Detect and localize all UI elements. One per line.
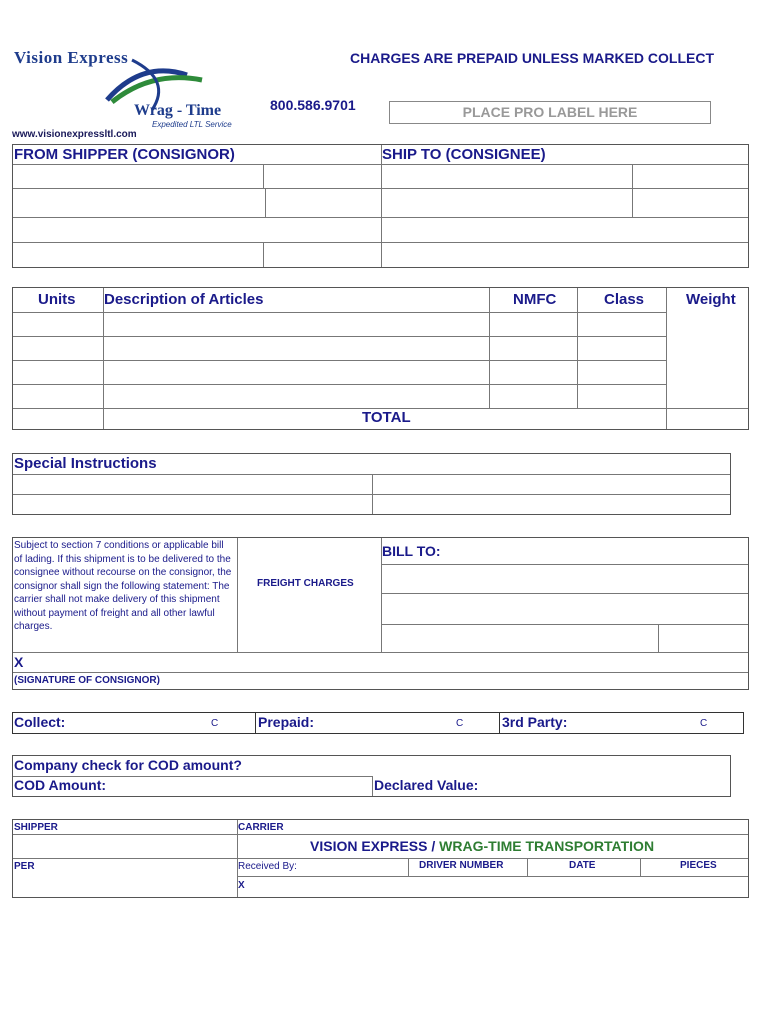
driver-number-label: DRIVER NUMBER [419, 860, 504, 871]
cod-amount-label: COD Amount: [14, 777, 107, 793]
third-party-label: 3rd Party: [502, 714, 568, 730]
logo-top-text: Vision Express [14, 48, 129, 67]
prepaid-checkbox[interactable]: C [456, 718, 464, 729]
signature-x: X [14, 654, 24, 670]
phone-number: 800.586.9701 [270, 97, 356, 113]
website-url: www.visionexpressltl.com [12, 129, 137, 140]
shipper-label: SHIPPER [14, 822, 58, 833]
shipper-per-field[interactable] [13, 872, 235, 896]
col-units: Units [38, 291, 76, 308]
carrier-name [310, 838, 654, 854]
declared-value-label: Declared Value: [374, 777, 479, 793]
collect-checkbox[interactable]: C [211, 718, 219, 729]
col-weight: Weight [686, 291, 736, 308]
shipper-city-field[interactable] [13, 242, 262, 266]
terms-text: Subject to section 7 conditions or applicable bill of lading. If this shipment is to be delivered to the consignee without recourse on the consignor, the consignor shall sign the following statement: The carrier shall not make delivery of this shipment without payment of freight and all other lawful charges. [14, 540, 232, 632]
pro-label-placeholder: PLACE PRO LABEL HERE [462, 104, 638, 120]
logo-mid-text: Wrag - Time [134, 102, 222, 119]
carrier-name-part-a: VISION EXPRESS / [310, 838, 440, 854]
consignee-title: SHIP TO (CONSIGNEE) [382, 146, 546, 163]
pro-label-box[interactable] [389, 101, 711, 124]
company-check-label: Company check for COD amount? [14, 757, 242, 773]
collect-label: Collect: [14, 714, 66, 730]
bill-to-label: BILL TO: [382, 543, 441, 559]
shipper-address-field[interactable] [13, 188, 264, 216]
col-class: Class [604, 291, 645, 308]
total-weight-field[interactable] [666, 408, 748, 429]
items-row[interactable] [13, 336, 665, 359]
consignee-city-field[interactable] [382, 242, 748, 266]
payment-section [12, 712, 744, 734]
prepaid-notice: CHARGES ARE PREPAID UNLESS MARKED COLLECT [350, 50, 715, 66]
col-nmfc: NMFC [513, 291, 557, 308]
col-description: Description of Articles [104, 291, 264, 308]
freight-charges-label: FREIGHT CHARGES [257, 578, 354, 589]
carrier-signature-field[interactable] [248, 876, 748, 896]
bill-to-field[interactable] [382, 564, 748, 649]
special-instructions-title: Special Instructions [14, 455, 157, 472]
total-label: TOTAL [362, 409, 411, 426]
shipper-title: FROM SHIPPER (CONSIGNOR) [14, 146, 235, 163]
signature-label: (SIGNATURE OF CONSIGNOR) [14, 675, 160, 686]
received-by-x: X [238, 880, 245, 891]
consignor-signature-field[interactable] [30, 652, 748, 670]
third-party-checkbox[interactable]: C [700, 718, 708, 729]
company-logo [12, 40, 252, 132]
carrier-label: CARRIER [238, 822, 284, 833]
logo-tagline: Expedited LTL Service [152, 120, 232, 129]
carrier-name-part-b: WRAG-TIME TRANSPORTATION [439, 838, 655, 854]
items-row[interactable] [13, 360, 665, 383]
items-row[interactable] [13, 312, 665, 335]
received-by-label: Received By: [238, 861, 297, 872]
pieces-label: PIECES [680, 860, 717, 871]
shipper-name-field[interactable] [13, 164, 262, 187]
prepaid-label: Prepaid: [258, 714, 315, 730]
per-label: PER [14, 861, 35, 872]
consignee-address-field[interactable] [382, 188, 631, 216]
special-instructions-field[interactable] [13, 474, 730, 513]
items-row[interactable] [13, 384, 665, 407]
date-label: DATE [569, 860, 596, 871]
consignee-name-field[interactable] [382, 164, 631, 187]
